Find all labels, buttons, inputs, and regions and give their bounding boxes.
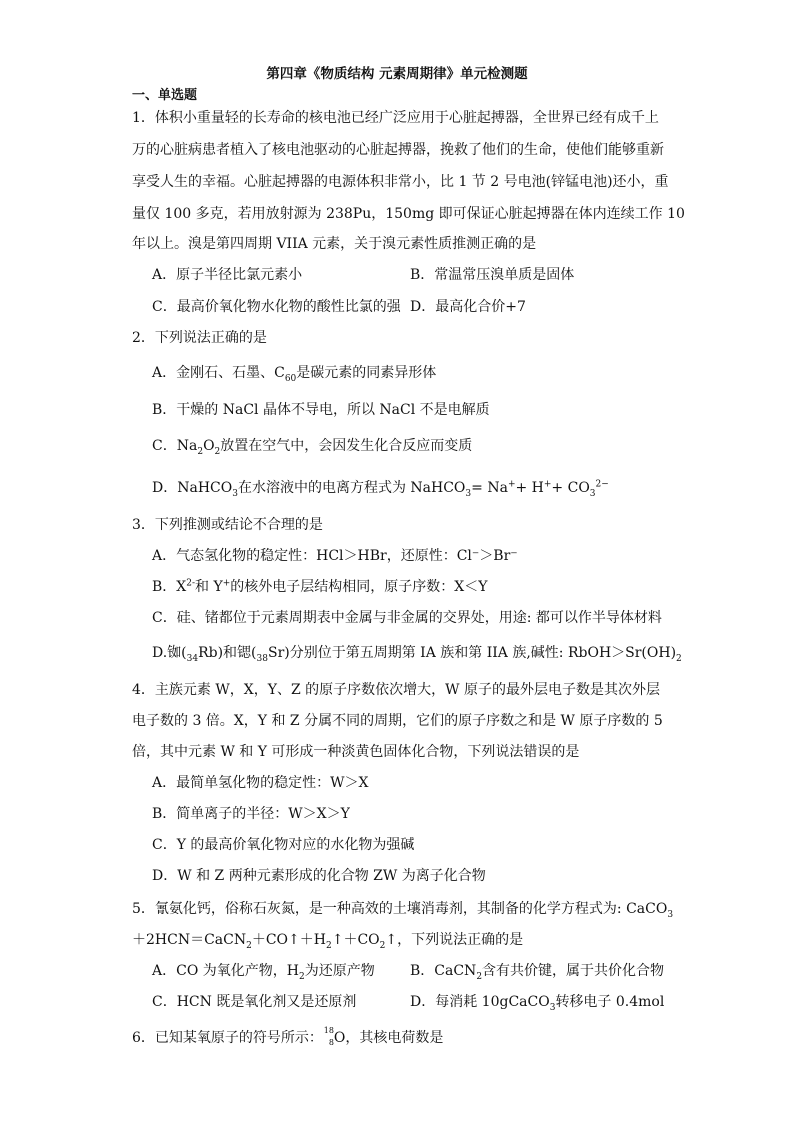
q3-option-d: D.铷$(_{34}Rb)$和锶$(_{38}Sr)$分别位于第五周期第 IA 族和第 IIA 族,碱性: $RbOH>Sr(OH)_2$: [152, 645, 682, 664]
q1-line-4: 量仅 100 多克，若用放射源为 238Pu，150mg 即可保证心脏起搏器在体内连续工作 10: [132, 206, 685, 222]
q4-line-2: 电子数的 3 倍。X，Y 和 Z 分属不同的周期，它们的原子序数之和是 W 原子序数的 5: [132, 713, 663, 729]
q2-stem: 2．下列说法正确的是: [132, 330, 267, 346]
q5-line-2: $+2HCN=CaCN_2+CO↑+H_2↑+CO_2↑$，下列说法正确的是: [132, 932, 524, 951]
q1-line-1: 1．体积小重量轻的长寿命的核电池已经广泛应用于心脏起搏器，全世界已经有成千上: [132, 110, 659, 126]
q1-option-d: D．最高化合价+7: [410, 299, 526, 315]
q6-stem: 6．已知某氧原子的符号所示： 18 8 O，其核电荷数是: [132, 1026, 444, 1047]
q4-line-3: 倍，其中元素 W 和 Y 可形成一种淡黄色固体化合物，下列说法错误的是: [132, 744, 580, 760]
q4-option-b: B．简单离子的半径：W＞X＞Y: [152, 806, 350, 822]
q1-line-5: 年以上。溴是第四周期 VIIA 元素，关于溴元素性质推测正确的是: [132, 236, 537, 252]
isotope-notation: 18 8: [323, 1026, 334, 1047]
q5-option-a: A．CO 为氧化产物，$H_2$为还原产物: [152, 963, 375, 982]
q5-option-d: D．每消耗 10gCaCO$_3$转移电子 0.4mol: [410, 994, 665, 1013]
q2-option-d: D．NaHCO$_3$在水溶液中的电离方程式为 NaHCO$_3$= $Na^++ H^++ CO_3^{2-}$: [152, 479, 609, 499]
q2-option-c: C．$Na_2O_2$放置在空气中，会因发生化合反应而变质: [152, 438, 473, 457]
q5-option-c: C．HCN 既是氧化剂又是还原剂: [152, 994, 357, 1010]
q3-option-c: C．硅、锗都位于元素周期表中金属与非金属的交界处，用途: 都可以作半导体材料: [152, 610, 662, 626]
q4-option-c: C．Y 的最高价氧化物对应的水化物为强碱: [152, 837, 415, 853]
q2-option-a: A．金刚石、石墨、$C_{60}$是碳元素的同素异形体: [152, 365, 437, 384]
q1-line-3: 享受人生的幸福。心脏起搏器的电源体积非常小，比 1 节 2 号电池(锌锰电池)还小，重: [132, 174, 669, 190]
q3-option-a: A．气态氢化物的稳定性：HCl＞HBr，还原性：Cl⁻＞Br⁻: [152, 548, 518, 564]
q2-option-b: B．干燥的 NaCl 晶体不导电，所以 NaCl 不是电解质: [152, 402, 490, 418]
q1-line-2: 万的心脏病患者植入了核电池驱动的心脏起搏器，挽救了他们的生命，使他们能够重新: [132, 142, 664, 158]
q3-option-b: B．$X^{2-}$和 Y+的核外电子层结构相同，原子序数：X＜Y: [152, 578, 488, 595]
q4-option-a: A．最简单氢化物的稳定性：W＞X: [152, 775, 369, 791]
q5-option-b: B．CaCN$_2$含有共价键，属于共价化合物: [410, 963, 665, 982]
page-title: 第四章《物质结构 元素周期律》单元检测题: [266, 66, 528, 82]
q1-option-c: C．最高价氧化物水化物的酸性比氯的强: [152, 299, 401, 315]
q4-option-d: D．W 和 Z 两种元素形成的化合物 ZW 为离子化合物: [152, 868, 486, 884]
q1-option-b: B．常温常压溴单质是固体: [410, 267, 575, 283]
q5-line-1: 5．氰氨化钙，俗称石灰氮，是一种高效的土壤消毒剂，其制备的化学方程式为: CaCO$_3$: [132, 901, 674, 920]
section-heading: 一、单选题: [132, 88, 198, 103]
q4-line-1: 4．主族元素 W，X，Y、Z 的原子序数依次增大，W 原子的最外层电子数是其次外层: [132, 682, 660, 698]
q1-option-a: A．原子半径比氯元素小: [152, 267, 303, 283]
q3-stem: 3．下列推测或结论不合理的是: [132, 517, 323, 533]
